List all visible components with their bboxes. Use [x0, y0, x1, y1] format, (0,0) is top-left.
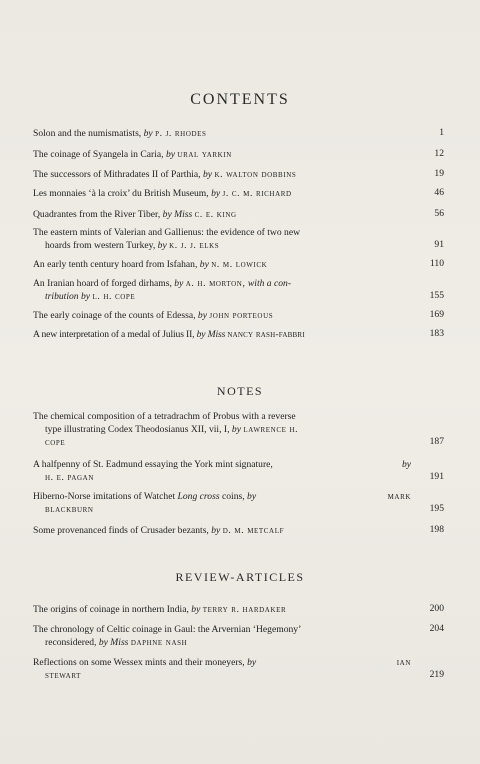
contents-entry [33, 208, 411, 221]
contents-entry [33, 258, 411, 271]
entry-author: nancy rash-fabbri [227, 329, 305, 340]
contents-entry [33, 277, 411, 303]
entry-page: 200 [429, 603, 444, 614]
entry-title-line2: hoards from western Turkey, [45, 240, 156, 251]
entry-page: 46 [434, 187, 444, 198]
notes-heading: NOTES [216, 384, 264, 398]
entry-title: The origins of coinage in northern India, [33, 604, 189, 615]
entry-by: by [211, 188, 221, 199]
entry-page: 219 [429, 669, 444, 680]
entry-by: by [199, 259, 209, 270]
entry-by: by [174, 278, 184, 289]
notes-entry [33, 490, 411, 516]
entry-page: 183 [429, 328, 444, 339]
entry-title: An early tenth century hoard from Isfahan, [33, 259, 198, 270]
entry-author-cont: blackburn [45, 504, 94, 515]
entry-author: lawrence h. [243, 424, 299, 435]
entry-author: daphne nash [130, 637, 188, 648]
entry-author: j. c. m. richard [222, 188, 292, 199]
entry-page: 1 [439, 127, 444, 138]
entry-page: 12 [434, 148, 444, 159]
contents-heading: CONTENTS [190, 91, 290, 108]
entry-page: 56 [434, 208, 444, 219]
contents-entry [33, 168, 411, 181]
entry-author: d. m. metcalf [222, 525, 285, 536]
entry-page: 91 [434, 239, 444, 250]
entry-title-line1: Reflections on some Wessex mints and their moneyers, [33, 657, 245, 668]
contents-entry [33, 328, 411, 341]
entry-by: by [247, 657, 257, 668]
entry-page: 169 [429, 309, 444, 320]
review-entry [33, 603, 411, 616]
entry-title-line1: Hiberno-Norse imitations of Watchet [33, 491, 176, 502]
entry-title: The coinage of Syangela in Caria, [33, 149, 164, 160]
entry-by: by [165, 149, 176, 160]
contents-entry [33, 309, 411, 322]
entry-title-line2: reconsidered, [45, 637, 97, 648]
entry-by: by [401, 459, 411, 470]
entry-title-line1: The chronology of Celtic coinage in Gaul: the Arvernian ‘Hegemony’ [33, 624, 302, 635]
entry-by: by [197, 310, 207, 321]
review-entry [33, 656, 411, 682]
entry-title-italic: Long cross [177, 491, 220, 502]
entry-contrib: with a con- [247, 278, 292, 289]
entry-by: by [231, 424, 241, 435]
entry-title: Solon and the numismatists, [33, 128, 142, 139]
entry-title: A new interpretation of a medal of Julius II, [33, 329, 195, 340]
entry-title-line1: An Iranian hoard of forged dirhams, [33, 278, 172, 289]
entry-page: 198 [429, 524, 444, 535]
entry-by: by Miss [162, 209, 193, 220]
entry-author: k. j. j. elks [169, 240, 220, 251]
entry-title-line1: The chemical composition of a tetradrachm of Probus with a reverse [33, 411, 296, 422]
contents-entry [33, 187, 411, 200]
entry-title: Some provenanced finds of Crusader bezants, [33, 525, 209, 536]
entry-title-line1: The eastern mints of Valerian and Gallienus: the evidence of two new [33, 227, 301, 238]
entry-title-rest: coins, [221, 491, 245, 502]
entry-by: by [143, 128, 153, 139]
entry-author: ural yarkin [177, 149, 232, 160]
entry-title-line2: type illustrating Codex Theodosianus XII, vii, I, [45, 424, 230, 435]
entry-author: ian [396, 657, 411, 668]
entry-author: n. m. lowick [211, 259, 268, 270]
entry-page: 204 [429, 623, 444, 634]
entry-by: by Miss [196, 329, 226, 340]
entry-contrib: tribution by [45, 291, 91, 302]
review-articles-heading: REVIEW-ARTICLES [175, 570, 305, 584]
entry-by: by [157, 240, 167, 251]
entry-author-cont: cope [45, 437, 66, 448]
entry-by: by [247, 491, 257, 502]
entry-title: Les monnaies ‘à la croix’ du British Museum, [33, 188, 209, 199]
entry-page: 19 [434, 168, 444, 179]
contents-entry [33, 148, 411, 161]
entry-author-2: l. h. cope [92, 291, 136, 302]
notes-entry [33, 458, 411, 484]
entry-page: 110 [429, 258, 444, 269]
entry-author: c. e. king [194, 209, 237, 220]
entry-author: k. walton dobbins [214, 169, 297, 180]
entry-author: p. j. rhodes [155, 128, 207, 139]
entry-by: by Miss [98, 637, 129, 648]
entry-title: Quadrantes from the River Tiber, [33, 209, 161, 220]
entry-by: by [211, 525, 221, 536]
entry-title-line1: A halfpenny of St. Eadmund essaying the York mint signature, [33, 459, 273, 470]
entry-by: by [191, 604, 201, 615]
notes-entry [33, 410, 411, 449]
entry-by: by [202, 169, 213, 180]
entry-title: The successors of Mithradates II of Parthia, [33, 169, 201, 180]
entry-author: h. e. pagan [45, 472, 94, 483]
entry-page: 195 [429, 503, 444, 514]
entry-page: 155 [429, 290, 444, 301]
review-entry [33, 623, 411, 649]
contents-entry [33, 127, 411, 140]
contents-entry [33, 226, 411, 252]
notes-entry [33, 524, 411, 537]
entry-page: 187 [429, 436, 444, 447]
entry-author: terry r. hardaker [202, 604, 287, 615]
entry-author: mark [387, 491, 411, 502]
entry-author-cont: stewart [45, 670, 82, 681]
entry-author: john porteous [209, 310, 274, 321]
entry-page: 191 [429, 471, 444, 482]
entry-author: a. h. morton, [185, 278, 246, 289]
entry-title: The early coinage of the counts of Edessa, [33, 310, 196, 321]
